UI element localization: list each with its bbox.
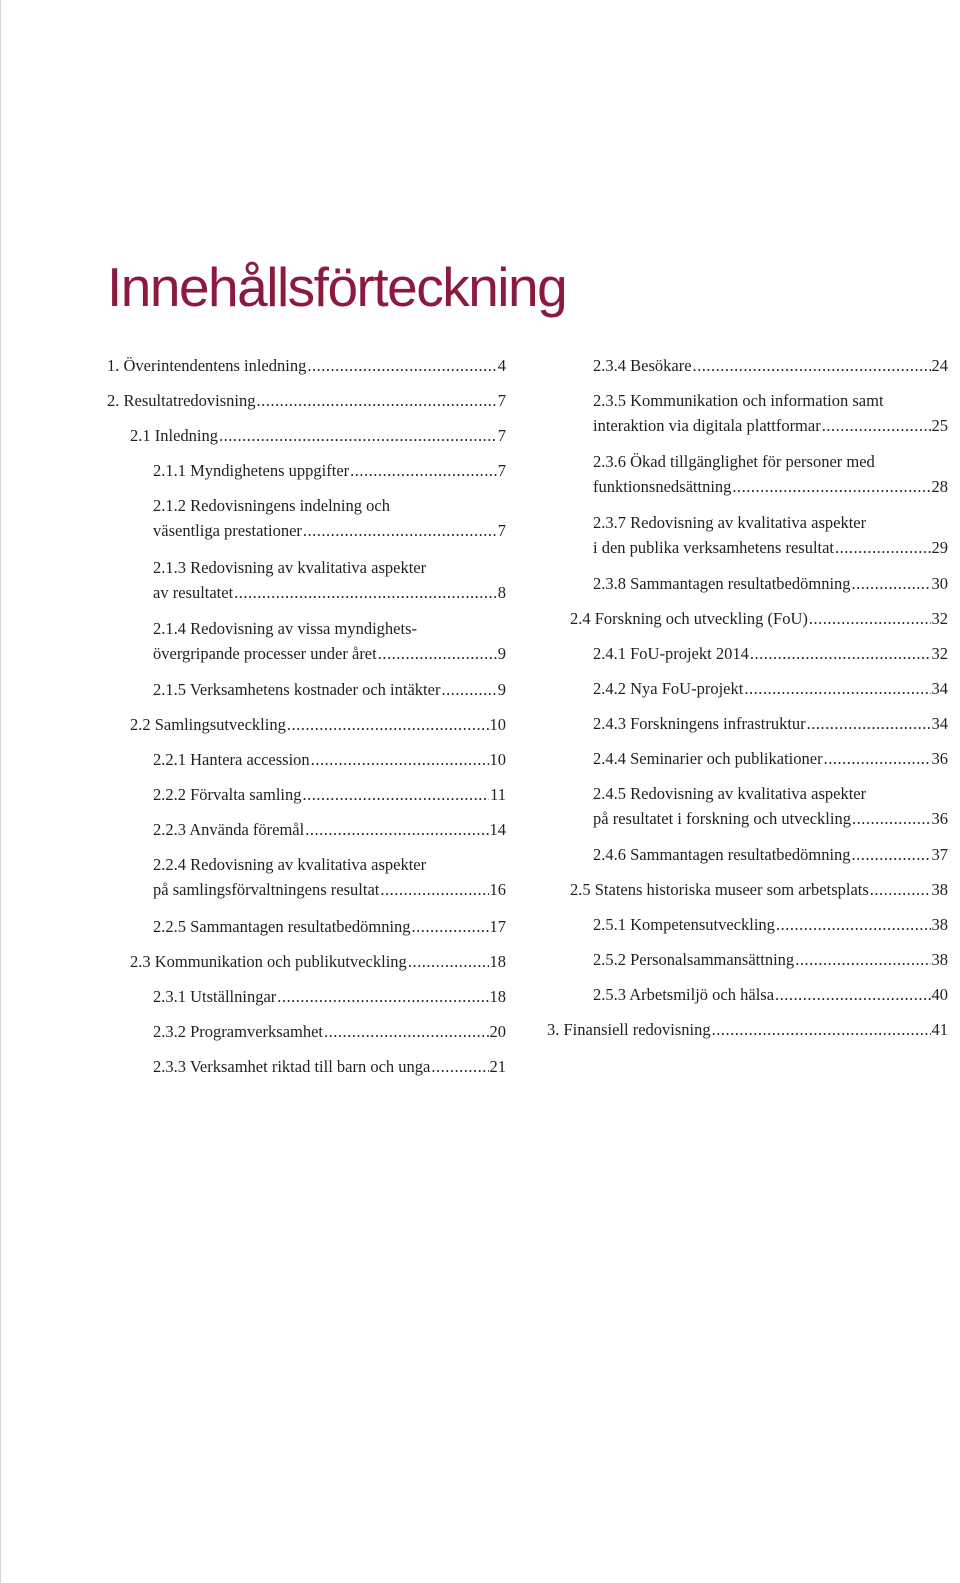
page-title: Innehållsförteckning <box>107 256 567 318</box>
toc-entry-label: 2.2.5 Sammantagen resultatbedömning <box>153 917 411 936</box>
toc-page-number: 18 <box>489 987 506 1006</box>
toc-entry-label: 3. Finansiell redovisning <box>547 1020 711 1039</box>
toc-entry[interactable] <box>593 781 948 831</box>
toc-page-number: 7 <box>497 521 506 540</box>
toc-entry-label: 2.3 Kommunikation och publikutveckling <box>130 952 407 971</box>
toc-entry[interactable] <box>153 555 506 605</box>
dot-leader <box>277 984 488 1009</box>
toc-entry-label: 2.4.1 FoU-projekt 2014 <box>593 644 749 663</box>
toc-page-number: 37 <box>931 845 948 864</box>
toc-entry-label: 2.3.5 Kommunikation och information samt <box>593 391 884 410</box>
toc-entry-label: 2.4 Forskning och utveckling (FoU) <box>570 609 808 628</box>
dot-leader <box>807 711 931 736</box>
toc-page-number: 36 <box>931 749 948 768</box>
toc-entry[interactable] <box>130 423 506 448</box>
toc-entry[interactable] <box>593 641 948 666</box>
toc-page-number: 11 <box>490 785 506 804</box>
toc-entry[interactable] <box>153 493 506 543</box>
toc-entry[interactable] <box>153 914 506 939</box>
dot-leader <box>870 877 931 902</box>
toc-entry[interactable] <box>570 606 948 631</box>
dot-leader <box>809 606 931 631</box>
toc-entry-label: 2. Resultatredovisning <box>107 391 256 410</box>
toc-entry-label: funktionsnedsättning <box>593 477 732 496</box>
toc-entry-label: 2.1.1 Myndighetens uppgifter <box>153 461 350 480</box>
toc-page-number: 29 <box>931 538 948 557</box>
dot-leader <box>693 353 931 378</box>
toc-entry-label: av resultatet <box>153 583 234 602</box>
dot-leader <box>824 746 931 771</box>
dot-leader <box>219 423 497 448</box>
toc-page-number: 7 <box>497 391 506 410</box>
toc-entry-label: interaktion via digitala plattformar <box>593 416 821 435</box>
toc-entry-label: 2.3.8 Sammantagen resultatbedömning <box>593 574 851 593</box>
toc-page-number: 32 <box>931 609 948 628</box>
toc-entry[interactable] <box>153 1054 506 1079</box>
toc-entry[interactable] <box>107 353 506 378</box>
toc-entry-label: 2.2.4 Redovisning av kvalitativa aspekter <box>153 855 427 874</box>
dot-leader <box>775 982 930 1007</box>
toc-entry[interactable] <box>153 817 506 842</box>
dot-leader <box>380 877 488 902</box>
toc-page-number: 9 <box>497 644 506 663</box>
toc-entry-label: 2.4.6 Sammantagen resultatbedömning <box>593 845 851 864</box>
toc-entry-label: 2.4.4 Seminarier och publikationer <box>593 749 823 768</box>
dot-leader <box>732 474 930 499</box>
dot-leader <box>441 677 496 702</box>
toc-entry[interactable] <box>153 852 506 902</box>
toc-page-number: 34 <box>931 679 948 698</box>
toc-entry-label: väsentliga prestationer <box>153 521 302 540</box>
toc-entry-label: 2.2.2 Förvalta samling <box>153 785 302 804</box>
toc-page-number: 14 <box>489 820 506 839</box>
toc-page-number: 20 <box>489 1022 506 1041</box>
toc-page-number: 41 <box>931 1020 948 1039</box>
toc-entry-label: 2.2.1 Hantera accession <box>153 750 310 769</box>
toc-page-number: 7 <box>497 426 506 445</box>
toc-entry-label: 2.1.5 Verksamhetens kostnader och intäkter <box>153 680 441 699</box>
toc-entry[interactable] <box>153 747 506 772</box>
toc-entry-label: 2.5 Statens historiska museer som arbetsplats <box>570 880 869 899</box>
toc-entry-label: 2.1.3 Redovisning av kvalitativa aspekter <box>153 558 427 577</box>
dot-leader <box>835 535 930 560</box>
toc-entry[interactable] <box>153 1019 506 1044</box>
toc-page-number: 30 <box>931 574 948 593</box>
toc-page-number: 10 <box>489 715 506 734</box>
page-edge <box>0 0 1 1583</box>
toc-page-number: 32 <box>931 644 948 663</box>
toc-entry-label: på resultatet i forskning och utveckling <box>593 809 851 828</box>
toc-page-number: 18 <box>489 952 506 971</box>
dot-leader <box>795 947 930 972</box>
dot-leader <box>431 1054 488 1079</box>
dot-leader <box>712 1017 931 1042</box>
toc-page-number: 38 <box>931 915 948 934</box>
dot-leader <box>378 641 497 666</box>
dot-leader <box>234 580 497 605</box>
dot-leader <box>408 949 489 974</box>
toc-page-number: 38 <box>931 880 948 899</box>
toc-entry[interactable] <box>593 982 948 1007</box>
toc-entry[interactable] <box>593 449 948 499</box>
toc-entry-label: 2.4.3 Forskningens infrastruktur <box>593 714 806 733</box>
dot-leader <box>412 914 489 939</box>
toc-page-number: 25 <box>931 416 948 435</box>
dot-leader <box>744 676 930 701</box>
toc-entry[interactable] <box>593 510 948 560</box>
toc-entry[interactable] <box>130 949 506 974</box>
toc-page-number: 4 <box>497 356 506 375</box>
dot-leader <box>350 458 497 483</box>
toc-entry[interactable] <box>593 388 948 438</box>
toc-page-number: 34 <box>931 714 948 733</box>
toc-entry[interactable] <box>593 842 948 867</box>
dot-leader <box>776 912 931 937</box>
toc-page-number: 8 <box>497 583 506 602</box>
toc-entry-label: 2.2.3 Använda föremål <box>153 820 305 839</box>
dot-leader <box>303 518 497 543</box>
toc-entry[interactable] <box>153 782 506 807</box>
toc-page-number: 17 <box>489 917 506 936</box>
toc-entry[interactable] <box>593 571 948 596</box>
toc-page-number: 7 <box>497 461 506 480</box>
toc-page-number: 28 <box>931 477 948 496</box>
toc-entry-label: övergripande processer under året <box>153 644 377 663</box>
toc-page-number: 10 <box>489 750 506 769</box>
toc-entry[interactable] <box>593 947 948 972</box>
toc-entry[interactable] <box>153 677 506 702</box>
toc-entry[interactable] <box>570 877 948 902</box>
toc-entry-label: 2.2 Samlingsutveckling <box>130 715 286 734</box>
toc-entry-label: 2.3.3 Verksamhet riktad till barn och unga <box>153 1057 431 1076</box>
dot-leader <box>750 641 931 666</box>
toc-page-number: 38 <box>931 950 948 969</box>
toc-entry-label: 2.5.3 Arbetsmiljö och hälsa <box>593 985 775 1004</box>
toc-page-number: 36 <box>931 809 948 828</box>
toc-page-number: 9 <box>497 680 506 699</box>
dot-leader <box>852 571 931 596</box>
toc-entry-label: i den publika verksamhetens resultat <box>593 538 835 557</box>
toc-entry[interactable] <box>153 984 506 1009</box>
toc-entry[interactable] <box>593 711 948 736</box>
toc-entry-label: 2.1.4 Redovisning av vissa myndighets- <box>153 619 417 638</box>
dot-leader <box>305 817 488 842</box>
toc-entry-label: på samlingsförvaltningens resultat <box>153 880 380 899</box>
toc-entry-label: 2.4.2 Nya FoU-projekt <box>593 679 744 698</box>
toc-entry-label: 2.4.5 Redovisning av kvalitativa aspekter <box>593 784 867 803</box>
dot-leader <box>852 842 931 867</box>
toc-entry[interactable] <box>593 912 948 937</box>
dot-leader <box>307 353 496 378</box>
toc-entry-label: 2.1.2 Redovisningens indelning och <box>153 496 390 515</box>
toc-entry[interactable] <box>593 353 948 378</box>
toc-entry-label: 2.3.4 Besökare <box>593 356 692 375</box>
toc-entry-label: 2.3.1 Utställningar <box>153 987 277 1006</box>
dot-leader <box>302 782 489 807</box>
dot-leader <box>256 388 496 413</box>
toc-page-number: 24 <box>931 356 948 375</box>
toc-entry-label: 1. Överintendentens inledning <box>107 356 307 375</box>
toc-entry[interactable] <box>547 1017 948 1042</box>
toc-entry[interactable] <box>593 746 948 771</box>
toc-entry-label: 2.3.2 Programverksamhet <box>153 1022 324 1041</box>
dot-leader <box>852 806 931 831</box>
toc-entry[interactable] <box>107 388 506 413</box>
toc-entry-label: 2.3.7 Redovisning av kvalitativa aspekter <box>593 513 867 532</box>
toc-entry-label: 2.5.1 Kompetensutveckling <box>593 915 775 934</box>
toc-entry-label: 2.3.6 Ökad tillgänglighet för personer med <box>593 452 875 471</box>
toc-entry-label: 2.5.2 Personalsammansättning <box>593 950 795 969</box>
toc-entry[interactable] <box>153 458 506 483</box>
toc-entry[interactable] <box>593 676 948 701</box>
toc-page-number: 40 <box>931 985 948 1004</box>
dot-leader <box>287 712 489 737</box>
toc-entry-label: 2.1 Inledning <box>130 426 218 445</box>
toc-entry[interactable] <box>153 616 506 666</box>
toc-entry[interactable] <box>130 712 506 737</box>
dot-leader <box>324 1019 488 1044</box>
toc-page-number: 21 <box>489 1057 506 1076</box>
toc-page-number: 16 <box>489 880 506 899</box>
dot-leader <box>822 413 931 438</box>
dot-leader <box>311 747 489 772</box>
